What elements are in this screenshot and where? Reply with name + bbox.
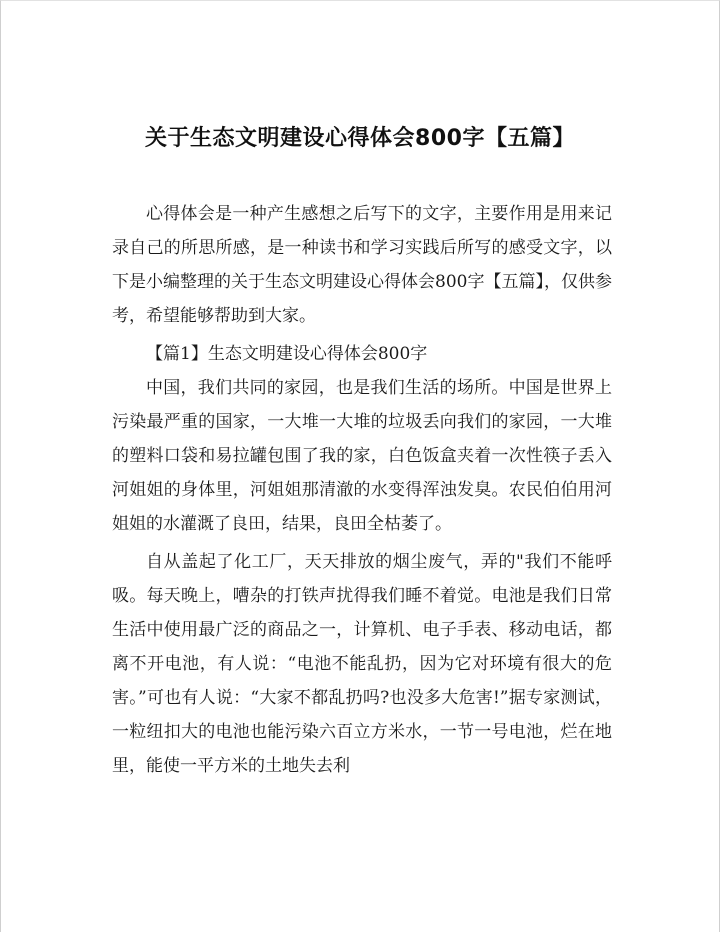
document-body (112, 197, 612, 787)
document-title: 关于生态文明建设心得体会800字【五篇】 (145, 126, 575, 151)
intro-paragraph: 心得体会是一种产生感想之后写下的文字，主要作用是用来记录自己的所思所感，是一种读书和学习实践后所写的感受文字，以下是小编整理的关于生态文明建设心得体会800字【五篇】，仅供参考，希望能够帮助到大家。 (112, 204, 612, 326)
body-paragraph: 自从盖起了化工厂，天天排放的烟尘废气，弄的"我们不能呼吸。每天晚上，嘈杂的打铁声扰得我们睡不着觉。电池是我们日常生活中使用最广泛的商品之一，计算机、电子手表、移动电话，都离不开电池，有人说：“电池不能乱扔，因为它对环境有很大的危害。”可也有人说：“大家不都乱扔吗?也没多大危害!”据专家测试，一粒纽扣大的电池也能污染六百立方米水，一节一号电池，烂在地里，能使一平方米的土地失去利 (112, 552, 612, 776)
body-paragraph: 中国，我们共同的家园，也是我们生活的场所。中国是世界上污染最严重的国家，一大堆一大堆的垃圾丢向我们的家园，一大堆的塑料口袋和易拉罐包围了我的家，白色饭盒夹着一次性筷子丢入河姐姐的身体里，河姐姐那清澈的水变得浑浊发臭。农民伯伯用河姐姐的水灌溉了良田，结果，良田全枯萎了。 (112, 378, 612, 534)
section-heading: 【篇1】生态文明建设心得体会800字 (146, 344, 428, 364)
